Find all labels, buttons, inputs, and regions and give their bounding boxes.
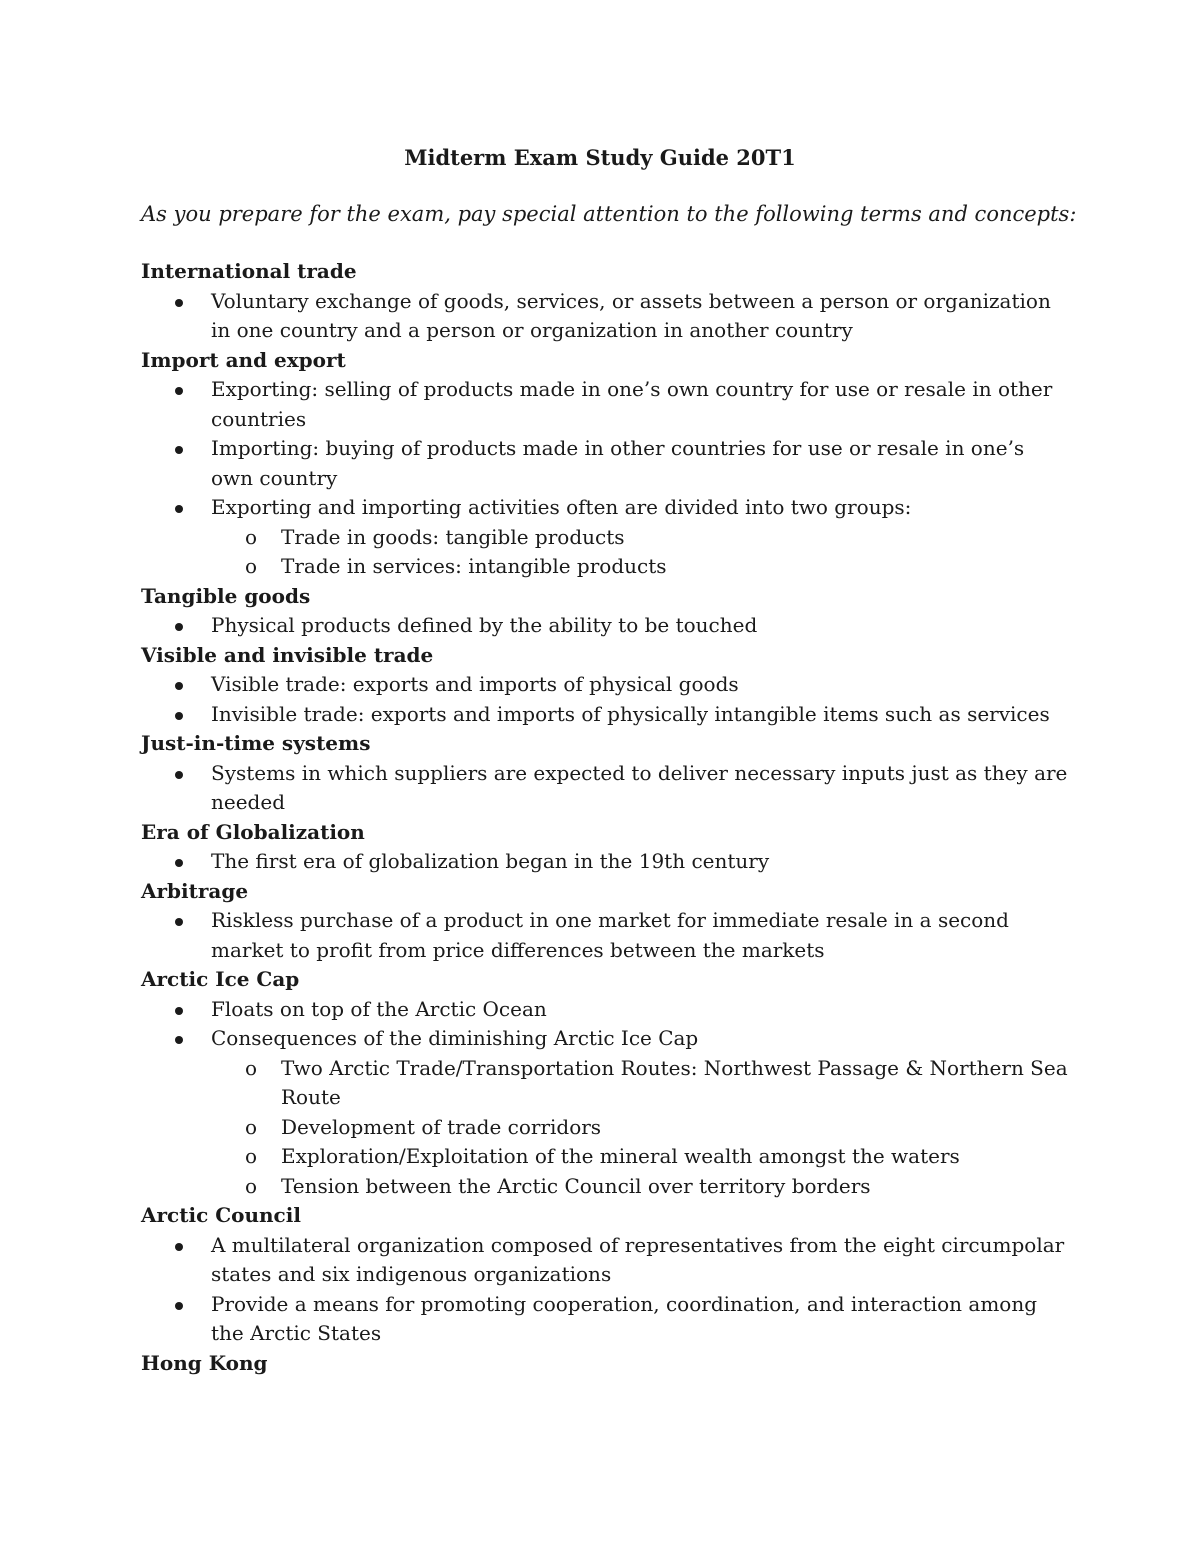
bullet-dot-icon <box>175 859 183 867</box>
bullet-list <box>141 1231 1071 1349</box>
bullet-text: Invisible trade: exports and imports of physically intangible items such as services <box>211 701 1050 726</box>
bullet-list <box>141 670 1071 729</box>
section-term: Hong Kong <box>141 1350 268 1375</box>
terms-list <box>141 257 1071 1378</box>
bullet-item <box>141 434 1071 493</box>
sub-bullet-text: Trade in services: intangible products <box>281 554 667 578</box>
bullet-text: Floats on top of the Arctic Ocean <box>211 996 547 1021</box>
sub-bullet-text: Two Arctic Trade/Transportation Routes: Northwest Passage & Northern Sea Route <box>281 1055 1068 1109</box>
hollow-circle-icon: o <box>245 524 258 549</box>
bullet-item <box>141 995 1071 1025</box>
bullet-dot-icon <box>175 505 183 513</box>
bullet-item <box>141 1231 1071 1290</box>
bullet-list <box>141 906 1071 965</box>
section-term: Import and export <box>141 347 346 372</box>
bullet-list <box>141 375 1071 582</box>
sub-bullet-text: Exploration/Exploitation of the mineral wealth amongst the waters <box>281 1144 960 1168</box>
bullet-dot-icon <box>175 623 183 631</box>
bullet-text: The first era of globalization began in the 19th century <box>211 849 770 873</box>
hollow-circle-icon: o <box>245 1055 258 1080</box>
bullet-text: Provide a means for promoting cooperation, coordination, and interaction among the Arctic States <box>211 1291 1038 1345</box>
bullet-text: Visible trade: exports and imports of physical goods <box>211 672 739 696</box>
bullet-text: Consequences of the diminishing Arctic Ice Cap <box>211 1026 699 1050</box>
section-term: Arctic Council <box>141 1203 301 1227</box>
sub-bullet-text: Development of trade corridors <box>281 1114 602 1139</box>
bullet-list <box>141 759 1071 818</box>
sub-bullet-list <box>211 523 1071 582</box>
section-term: Tangible goods <box>141 583 311 608</box>
bullet-item <box>141 1024 1071 1201</box>
bullet-list <box>141 995 1071 1202</box>
bullet-item <box>141 287 1071 346</box>
bullet-dot-icon <box>175 918 183 926</box>
bullet-text: Exporting and importing activities often are divided into two groups: <box>211 495 912 519</box>
bullet-dot-icon <box>175 446 183 454</box>
sub-bullet-list <box>211 1054 1071 1202</box>
intro-text: As you prepare for the exam, pay special attention to the following terms and concepts: <box>141 202 1077 226</box>
sub-bullet-item <box>211 1142 1071 1172</box>
bullet-dot-icon <box>175 1302 183 1310</box>
section-term: International trade <box>141 259 357 283</box>
sub-bullet-item <box>211 523 1071 553</box>
bullet-item <box>141 700 1071 730</box>
page-title: Midterm Exam Study Guide 20T1 <box>404 145 796 170</box>
bullet-text: Riskless purchase of a product in one market for immediate resale in a second market to profit from price differences between the markets <box>211 908 1009 962</box>
section-term: Visible and invisible trade <box>141 642 434 667</box>
bullet-text: A multilateral organization composed of representatives from the eight circumpolar states and six indigenous organizations <box>211 1232 1065 1286</box>
hollow-circle-icon: o <box>245 1173 258 1198</box>
bullet-text: Exporting: selling of products made in one’s own country for use or resale in other countries <box>211 377 1053 431</box>
bullet-dot-icon <box>175 712 183 720</box>
bullet-dot-icon <box>175 387 183 395</box>
bullet-dot-icon <box>175 1007 183 1015</box>
bullet-list <box>141 847 1071 877</box>
bullet-list <box>141 611 1071 641</box>
bullet-text: Physical products defined by the ability to be touched <box>211 613 758 637</box>
bullet-list <box>141 287 1071 346</box>
hollow-circle-icon: o <box>245 1114 258 1139</box>
bullet-item <box>141 670 1071 700</box>
section-term: Arctic Ice Cap <box>141 967 300 991</box>
section-term: Era of Globalization <box>141 819 365 844</box>
bullet-dot-icon <box>175 299 183 307</box>
bullet-dot-icon <box>175 1243 183 1251</box>
bullet-item <box>141 847 1071 877</box>
bullet-item <box>141 611 1071 641</box>
bullet-text: Systems in which suppliers are expected to deliver necessary inputs just as they are needed <box>211 760 1068 814</box>
hollow-circle-icon: o <box>245 1144 258 1168</box>
bullet-dot-icon <box>175 682 183 690</box>
sub-bullet-item <box>211 1172 1071 1202</box>
bullet-text: Voluntary exchange of goods, services, or assets between a person or organization in one country and a person or organization in another country <box>211 288 1051 342</box>
sub-bullet-text: Tension between the Arctic Council over territory borders <box>281 1173 871 1198</box>
sub-bullet-text: Trade in goods: tangible products <box>281 524 625 549</box>
section-term: Arbitrage <box>141 878 249 903</box>
bullet-item <box>141 759 1071 818</box>
bullet-item <box>141 493 1071 582</box>
bullet-item <box>141 906 1071 965</box>
bullet-dot-icon <box>175 771 183 779</box>
sub-bullet-item <box>211 1113 1071 1143</box>
bullet-item <box>141 1290 1071 1349</box>
sub-bullet-item <box>211 552 1071 582</box>
bullet-dot-icon <box>175 1036 183 1044</box>
section-term: Just-in-time systems <box>141 731 371 755</box>
sub-bullet-item <box>211 1054 1071 1113</box>
bullet-item <box>141 375 1071 434</box>
hollow-circle-icon: o <box>245 554 258 578</box>
bullet-text: Importing: buying of products made in other countries for use or resale in one’s own country <box>211 436 1025 490</box>
